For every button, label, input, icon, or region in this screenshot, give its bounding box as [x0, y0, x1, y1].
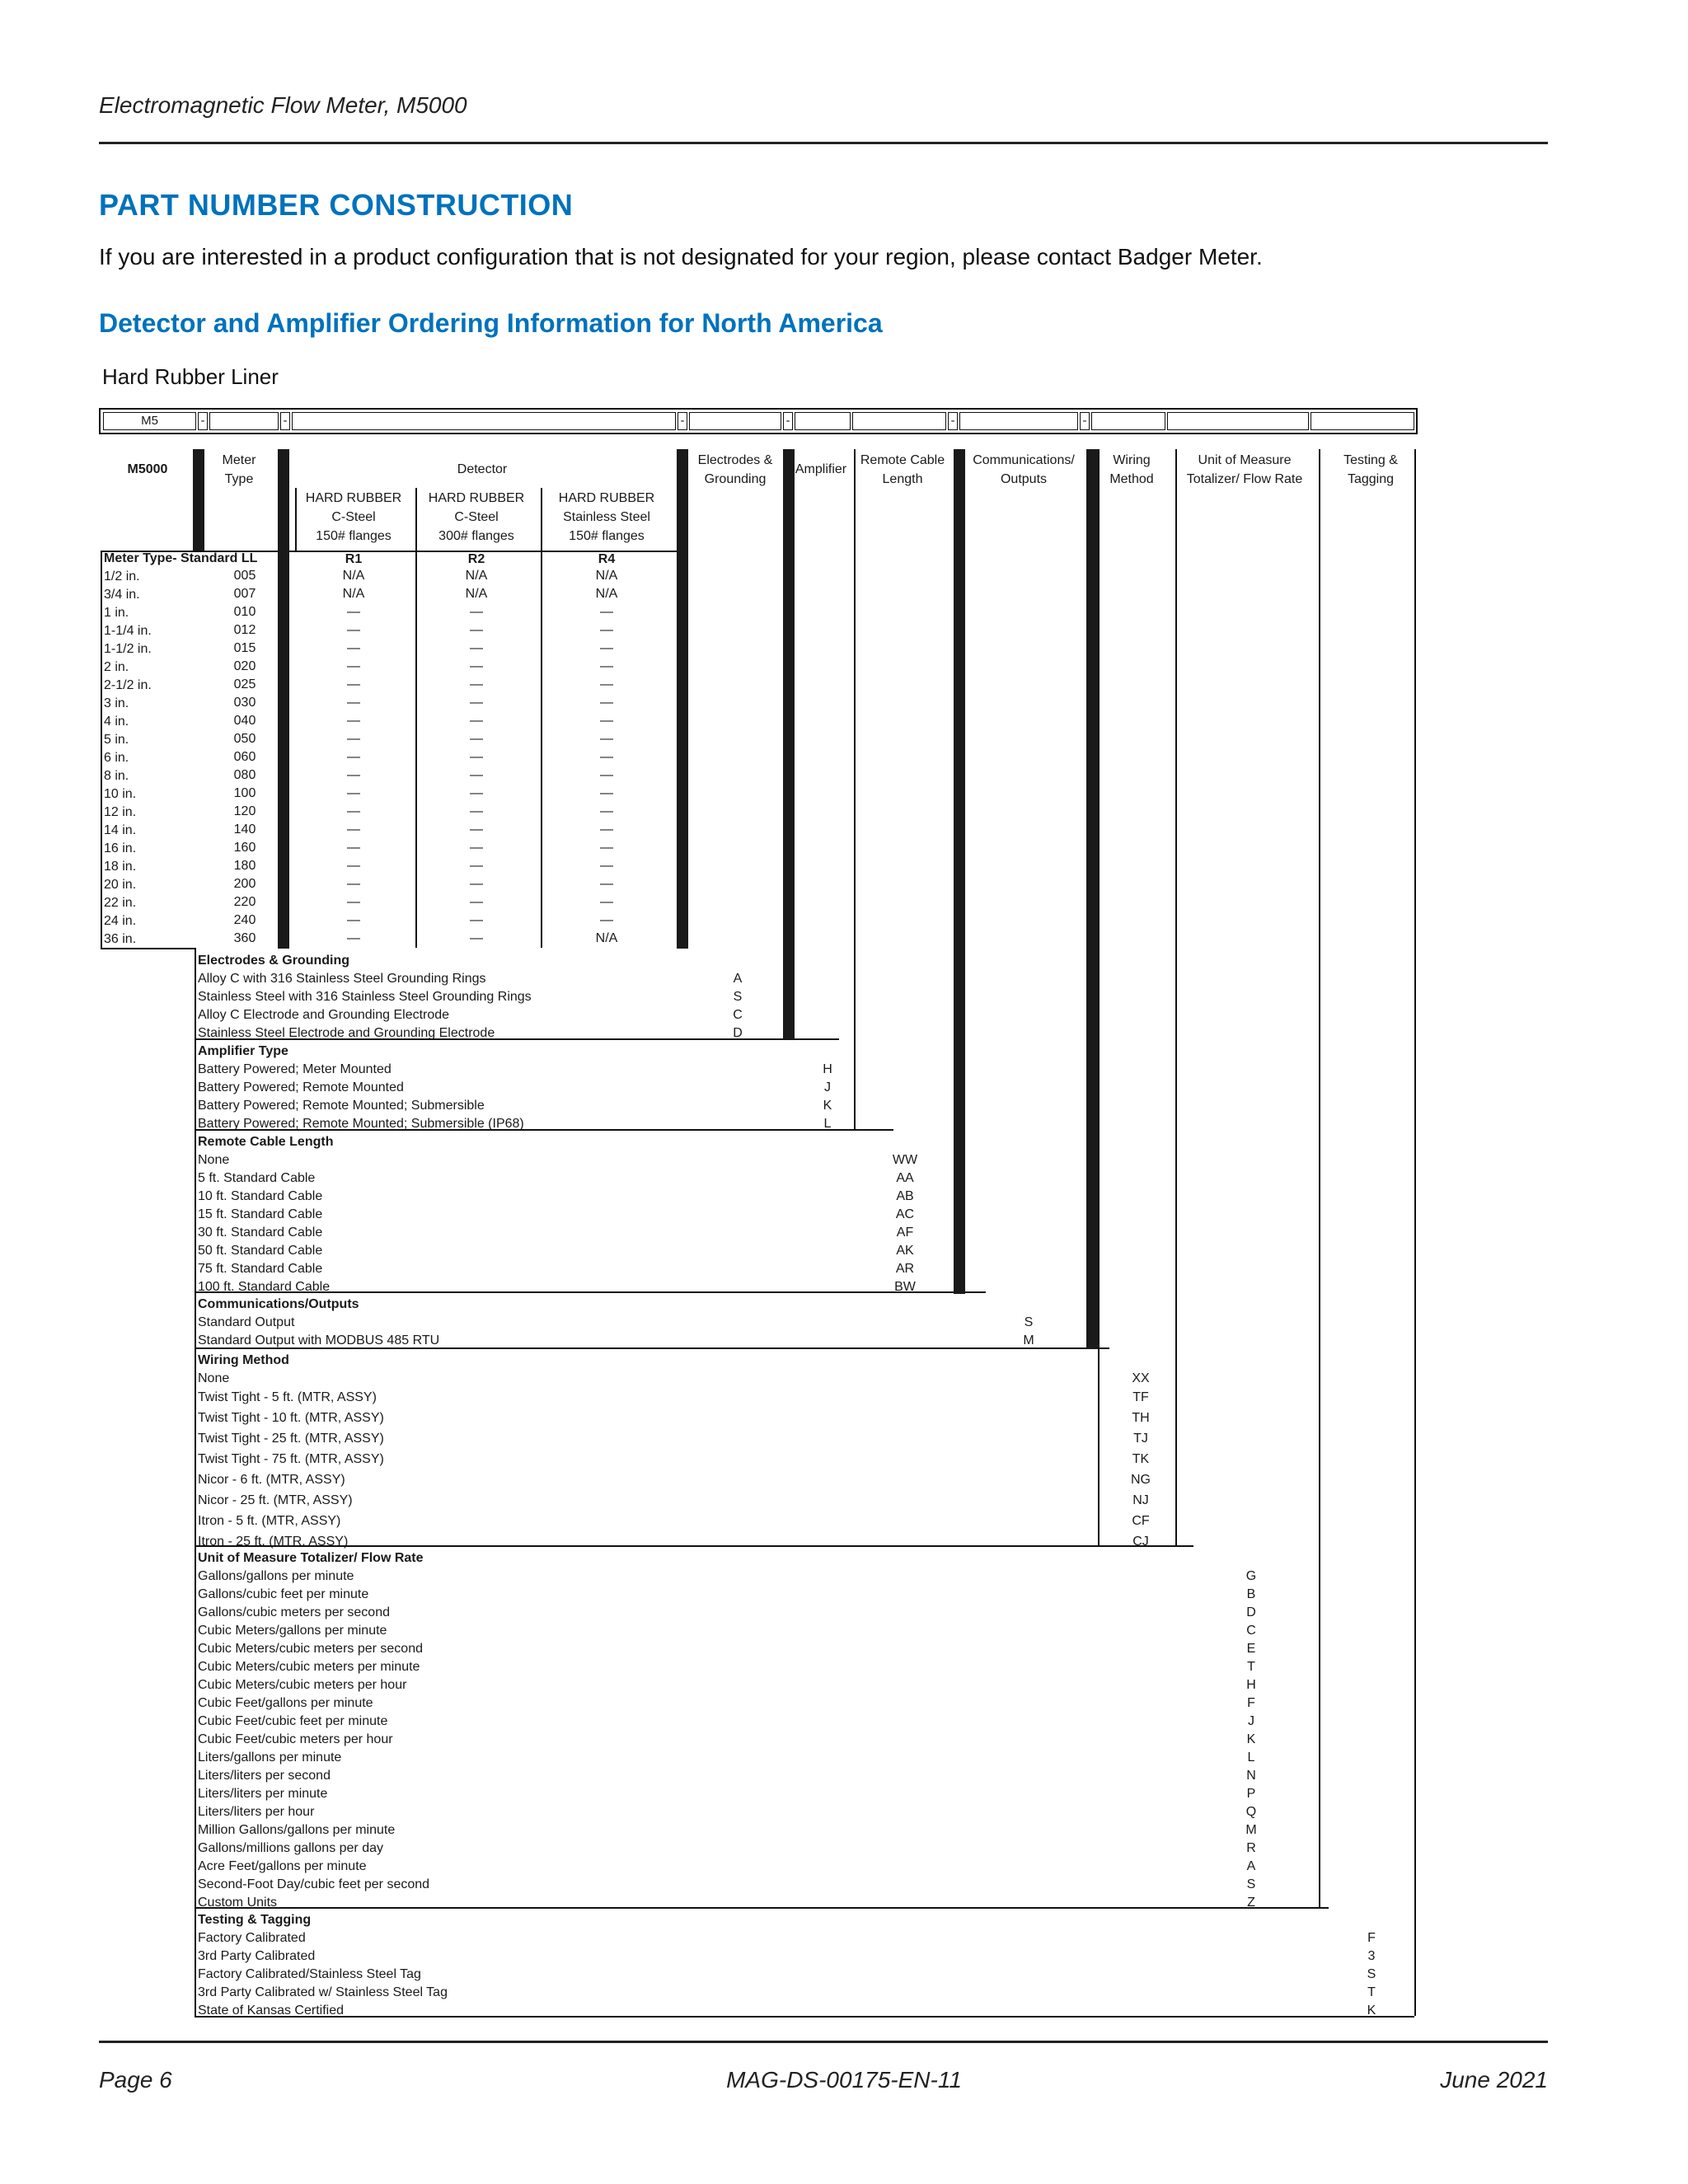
- meter-size-r4: —: [600, 895, 613, 909]
- option-label: Nicor - 6 ft. (MTR, ASSY): [198, 1473, 345, 1487]
- option-code: P: [1246, 1787, 1256, 1801]
- meter-size-r4: —: [600, 605, 613, 619]
- intro-text: If you are interested in a product configuration that is not designated for your region, please contact Badger Meter.: [99, 244, 1263, 269]
- header-model: M5000: [127, 462, 168, 476]
- option-code: E: [1246, 1642, 1256, 1656]
- option-code: N: [1246, 1769, 1256, 1783]
- footer-rule: [99, 2041, 1548, 2043]
- meter-size-r2: —: [470, 877, 483, 891]
- meter-size-size: 14 in.: [104, 823, 137, 837]
- option-code: AF: [896, 1226, 914, 1240]
- meter-size-r4: —: [600, 714, 613, 728]
- option-code: F: [1367, 1931, 1376, 1945]
- meter-size-r2: N/A: [465, 569, 488, 583]
- option-code: Q: [1245, 1805, 1257, 1819]
- meter-size-r2: —: [470, 895, 483, 909]
- option-code: S: [733, 990, 743, 1004]
- option-code: XX: [1132, 1371, 1150, 1385]
- header-unit-measure: Unit of Measure Totalizer/ Flow Rate: [1186, 453, 1303, 486]
- meter-size-size: 1 in.: [104, 606, 129, 620]
- meter-size-size: 20 in.: [104, 878, 137, 892]
- option-label: Twist Tight - 5 ft. (MTR, ASSY): [198, 1390, 377, 1404]
- option-label: Cubic Meters/cubic meters per second: [198, 1642, 423, 1656]
- detector-option-r4: HARD RUBBER Stainless Steel 150# flanges: [558, 491, 655, 543]
- meter-size-code: 040: [233, 714, 256, 728]
- header-meter-type: Meter Type: [222, 453, 256, 486]
- option-code: S: [1367, 1967, 1376, 1981]
- footer-page: Page 6: [99, 2067, 172, 2093]
- meter-size-r1: —: [347, 677, 360, 691]
- meter-size-code: 360: [233, 931, 256, 945]
- meter-size-size: 1-1/2 in.: [104, 642, 152, 656]
- meter-size-r1: —: [347, 750, 360, 764]
- meter-size-size: 22 in.: [104, 896, 137, 910]
- option-label: Liters/liters per minute: [198, 1787, 328, 1801]
- option-code: M: [1245, 1823, 1257, 1837]
- meter-size-r4: —: [600, 768, 613, 782]
- option-code: CJ: [1132, 1535, 1149, 1549]
- meter-size-size: 3 in.: [104, 696, 129, 710]
- meter-size-r1: —: [347, 931, 360, 945]
- meter-size-r4: —: [600, 913, 613, 927]
- meter-size-r1: —: [347, 605, 360, 619]
- option-label: Twist Tight - 10 ft. (MTR, ASSY): [198, 1411, 384, 1425]
- meter-size-code: 050: [233, 732, 256, 746]
- header-detector: Detector: [457, 462, 508, 476]
- meter-size-size: 24 in.: [104, 914, 137, 928]
- meter-size-r2: —: [470, 623, 483, 637]
- meter-size-r2: —: [470, 677, 483, 691]
- option-code: C: [733, 1008, 743, 1022]
- meter-size-code: 010: [233, 605, 256, 619]
- meter-size-size: 12 in.: [104, 805, 137, 819]
- option-code: AB: [896, 1189, 914, 1203]
- meter-size-code: 220: [233, 895, 256, 909]
- meter-size-r4: —: [600, 841, 613, 855]
- option-code: TK: [1132, 1452, 1150, 1466]
- meter-size-code: 015: [233, 641, 256, 655]
- option-label: Nicor - 25 ft. (MTR, ASSY): [198, 1493, 353, 1507]
- option-code: BW: [894, 1280, 916, 1294]
- meter-size-code: 120: [233, 804, 256, 818]
- option-code: H: [1246, 1678, 1256, 1692]
- pn-dash: -: [783, 412, 793, 430]
- meter-size-r1: —: [347, 659, 360, 673]
- option-label: Itron - 5 ft. (MTR, ASSY): [198, 1514, 341, 1528]
- meter-size-r2: N/A: [465, 587, 488, 601]
- meter-size-r4: —: [600, 823, 613, 837]
- section-title: Amplifier Type: [198, 1044, 288, 1058]
- option-code: WW: [892, 1153, 918, 1167]
- meter-size-r1: —: [347, 895, 360, 909]
- pn-dash: -: [948, 412, 958, 430]
- meter-size-size: 3/4 in.: [104, 588, 140, 602]
- option-label: Gallons/gallons per minute: [198, 1569, 354, 1583]
- option-code: Z: [1247, 1896, 1255, 1910]
- meter-size-r2: —: [470, 823, 483, 837]
- option-code: C: [1246, 1624, 1256, 1638]
- header-communications: Communications/ Outputs: [973, 453, 1075, 486]
- option-label: Twist Tight - 75 ft. (MTR, ASSY): [198, 1452, 384, 1466]
- option-code: F: [1247, 1696, 1255, 1710]
- option-label: Million Gallons/gallons per minute: [198, 1823, 396, 1837]
- meter-size-size: 6 in.: [104, 751, 129, 765]
- pn-dash: -: [678, 412, 687, 430]
- option-label: None: [198, 1371, 230, 1385]
- option-label: Cubic Meters/cubic meters per hour: [198, 1678, 407, 1692]
- meter-size-r1: —: [347, 732, 360, 746]
- meter-size-size: 2-1/2 in.: [104, 678, 152, 692]
- option-code: M: [1023, 1333, 1034, 1347]
- option-label: Alloy C Electrode and Grounding Electrode: [198, 1008, 450, 1022]
- option-label: Gallons/millions gallons per day: [198, 1841, 383, 1855]
- option-label: 10 ft. Standard Cable: [198, 1189, 323, 1203]
- footer-date: June 2021: [1440, 2067, 1548, 2093]
- meter-size-r4: —: [600, 623, 613, 637]
- option-label: Standard Output with MODBUS 485 RTU: [198, 1333, 440, 1347]
- option-code: TH: [1132, 1411, 1150, 1425]
- option-label: Battery Powered; Remote Mounted: [198, 1080, 404, 1094]
- meter-size-size: 4 in.: [104, 715, 129, 729]
- option-code: J: [1248, 1714, 1254, 1728]
- option-code: T: [1367, 1985, 1376, 1999]
- option-code: NJ: [1132, 1493, 1149, 1507]
- meter-type-title: Meter Type- Standard LL: [104, 551, 258, 565]
- meter-size-r4: —: [600, 641, 613, 655]
- header-amplifier: Amplifier: [795, 462, 847, 476]
- subsection-title: Detector and Amplifier Ordering Information for North America: [99, 308, 883, 338]
- option-label: 75 ft. Standard Cable: [198, 1262, 323, 1276]
- meter-size-code: 030: [233, 696, 256, 710]
- header-remote-cable: Remote Cable Length: [860, 453, 945, 486]
- meter-size-r4: N/A: [595, 931, 618, 945]
- option-label: Gallons/cubic feet per minute: [198, 1587, 369, 1601]
- option-label: Gallons/cubic meters per second: [198, 1605, 390, 1619]
- option-code: TF: [1132, 1390, 1149, 1404]
- option-label: Liters/gallons per minute: [198, 1750, 342, 1765]
- option-label: Cubic Meters/gallons per minute: [198, 1624, 387, 1638]
- meter-size-r1: —: [347, 859, 360, 873]
- meter-size-code: 160: [233, 841, 256, 855]
- option-label: Cubic Feet/gallons per minute: [198, 1696, 373, 1710]
- meter-size-r1: —: [347, 841, 360, 855]
- meter-size-r2: —: [470, 931, 483, 945]
- option-label: Twist Tight - 25 ft. (MTR, ASSY): [198, 1432, 384, 1446]
- option-code: L: [1247, 1750, 1255, 1765]
- option-label: Custom Units: [198, 1896, 278, 1910]
- pn-prefix-box: M5: [103, 412, 196, 430]
- option-label: Battery Powered; Remote Mounted; Submersible (IP68): [198, 1117, 524, 1131]
- meter-size-r1: —: [347, 823, 360, 837]
- meter-size-r1: —: [347, 641, 360, 655]
- detector-option-r2: HARD RUBBER C-Steel 300# flanges: [428, 491, 525, 543]
- meter-size-r4: —: [600, 677, 613, 691]
- running-header: Electromagnetic Flow Meter, M5000: [99, 92, 467, 118]
- meter-size-r1: —: [347, 804, 360, 818]
- section-title: Wiring Method: [198, 1353, 289, 1367]
- meter-size-r2: —: [470, 714, 483, 728]
- meter-size-size: 36 in.: [104, 932, 137, 946]
- meter-size-code: 007: [233, 587, 256, 601]
- meter-size-r1: —: [347, 786, 360, 800]
- option-label: Acre Feet/gallons per minute: [198, 1859, 367, 1873]
- meter-size-size: 2 in.: [104, 660, 129, 674]
- meter-size-r4: —: [600, 750, 613, 764]
- option-code: K: [823, 1099, 832, 1113]
- meter-size-size: 1/2 in.: [104, 569, 140, 583]
- option-code: L: [823, 1117, 832, 1131]
- option-label: Alloy C with 316 Stainless Steel Grounding Rings: [198, 972, 486, 986]
- detector-code-r4: R4: [598, 552, 616, 566]
- meter-size-r4: —: [600, 786, 613, 800]
- option-label: State of Kansas Certified: [198, 2004, 344, 2018]
- meter-size-code: 060: [233, 750, 256, 764]
- option-code: K: [1246, 1732, 1256, 1746]
- meter-size-r2: —: [470, 605, 483, 619]
- meter-size-code: 020: [233, 659, 256, 673]
- option-label: Second-Foot Day/cubic feet per second: [198, 1877, 430, 1891]
- meter-size-code: 180: [233, 859, 256, 873]
- meter-size-r4: —: [600, 659, 613, 673]
- meter-size-r2: —: [470, 841, 483, 855]
- option-label: Battery Powered; Remote Mounted; Submersible: [198, 1099, 485, 1113]
- meter-size-code: 240: [233, 913, 256, 927]
- section-title: Remote Cable Length: [198, 1135, 334, 1149]
- section-title: Unit of Measure Totalizer/ Flow Rate: [198, 1551, 424, 1565]
- meter-size-r2: —: [470, 913, 483, 927]
- option-code: S: [1246, 1877, 1256, 1891]
- section-title: PART NUMBER CONSTRUCTION: [99, 188, 574, 222]
- option-label: 5 ft. Standard Cable: [198, 1171, 316, 1185]
- meter-size-r4: N/A: [595, 569, 618, 583]
- meter-size-code: 080: [233, 768, 256, 782]
- option-code: TJ: [1133, 1432, 1148, 1446]
- meter-size-size: 18 in.: [104, 860, 137, 874]
- option-code: AK: [896, 1244, 914, 1258]
- option-code: A: [733, 972, 743, 986]
- meter-size-size: 1-1/4 in.: [104, 624, 152, 638]
- section-title: Testing & Tagging: [198, 1913, 312, 1927]
- option-label: Liters/liters per hour: [198, 1805, 315, 1819]
- option-label: Liters/liters per second: [198, 1769, 331, 1783]
- meter-size-r2: —: [470, 804, 483, 818]
- detector-code-r2: R2: [467, 552, 485, 566]
- meter-size-r1: —: [347, 913, 360, 927]
- option-label: Factory Calibrated/Stainless Steel Tag: [198, 1967, 421, 1981]
- meter-size-r1: —: [347, 877, 360, 891]
- option-code: A: [1246, 1859, 1256, 1873]
- option-code: 3: [1367, 1949, 1376, 1963]
- option-label: Cubic Meters/cubic meters per minute: [198, 1660, 420, 1674]
- option-label: Cubic Feet/cubic meters per hour: [198, 1732, 393, 1746]
- liner-label: Hard Rubber Liner: [102, 364, 279, 389]
- meter-size-code: 005: [233, 569, 256, 583]
- detector-option-r1: HARD RUBBER C-Steel 150# flanges: [305, 491, 402, 543]
- meter-size-r4: —: [600, 804, 613, 818]
- section-title: Communications/Outputs: [198, 1297, 359, 1311]
- meter-size-r1: —: [347, 623, 360, 637]
- pn-dash: -: [198, 412, 208, 430]
- meter-size-r4: N/A: [595, 587, 618, 601]
- option-code: H: [823, 1062, 832, 1076]
- meter-size-r2: —: [470, 696, 483, 710]
- meter-size-r2: —: [470, 750, 483, 764]
- meter-size-size: 16 in.: [104, 841, 137, 855]
- option-code: AA: [896, 1171, 914, 1185]
- option-label: 30 ft. Standard Cable: [198, 1226, 323, 1240]
- option-label: Itron - 25 ft. (MTR, ASSY): [198, 1535, 349, 1549]
- detector-code-r1: R1: [345, 552, 363, 566]
- option-code: B: [1246, 1587, 1256, 1601]
- meter-size-r1: N/A: [342, 569, 365, 583]
- option-code: AR: [895, 1262, 915, 1276]
- option-code: R: [1246, 1841, 1256, 1855]
- option-label: None: [198, 1153, 230, 1167]
- option-code: K: [1367, 2004, 1376, 2018]
- meter-size-r1: —: [347, 696, 360, 710]
- option-code: T: [1247, 1660, 1255, 1674]
- option-label: Battery Powered; Meter Mounted: [198, 1062, 392, 1076]
- meter-size-code: 012: [233, 623, 256, 637]
- header-wiring: Wiring Method: [1109, 453, 1154, 486]
- pn-dash: -: [280, 412, 290, 430]
- meter-size-r4: —: [600, 859, 613, 873]
- header-electrodes: Electrodes & Grounding: [697, 453, 773, 486]
- option-label: 3rd Party Calibrated: [198, 1949, 316, 1963]
- meter-size-r1: —: [347, 768, 360, 782]
- option-code: D: [733, 1026, 743, 1040]
- option-label: 15 ft. Standard Cable: [198, 1207, 323, 1221]
- meter-size-r1: —: [347, 714, 360, 728]
- meter-size-r1: N/A: [342, 587, 365, 601]
- meter-size-size: 8 in.: [104, 769, 129, 783]
- meter-size-r2: —: [470, 786, 483, 800]
- option-label: Stainless Steel Electrode and Grounding Electrode: [198, 1026, 495, 1040]
- option-code: NG: [1131, 1473, 1151, 1487]
- meter-size-code: 100: [233, 786, 256, 800]
- section-title: Electrodes & Grounding: [198, 954, 350, 968]
- header-testing: Testing & Tagging: [1343, 453, 1398, 486]
- meter-size-r2: —: [470, 859, 483, 873]
- meter-size-r2: —: [470, 659, 483, 673]
- option-label: Cubic Feet/cubic feet per minute: [198, 1714, 388, 1728]
- option-code: D: [1246, 1605, 1256, 1619]
- option-label: Stainless Steel with 316 Stainless Steel Grounding Rings: [198, 990, 532, 1004]
- meter-size-code: 140: [233, 823, 256, 837]
- meter-size-r2: —: [470, 641, 483, 655]
- option-code: G: [1245, 1569, 1257, 1583]
- meter-size-r2: —: [470, 732, 483, 746]
- option-code: CF: [1132, 1514, 1150, 1528]
- option-code: S: [1024, 1315, 1034, 1329]
- meter-size-code: 025: [233, 677, 256, 691]
- meter-size-r4: —: [600, 877, 613, 891]
- option-label: 50 ft. Standard Cable: [198, 1244, 323, 1258]
- option-label: 3rd Party Calibrated w/ Stainless Steel Tag: [198, 1985, 448, 1999]
- option-code: AC: [895, 1207, 915, 1221]
- meter-size-size: 5 in.: [104, 733, 129, 747]
- meter-size-size: 10 in.: [104, 787, 137, 801]
- meter-size-r2: —: [470, 768, 483, 782]
- meter-size-r4: —: [600, 696, 613, 710]
- option-label: 100 ft. Standard Cable: [198, 1280, 331, 1294]
- meter-size-code: 200: [233, 877, 256, 891]
- option-label: Factory Calibrated: [198, 1931, 306, 1945]
- option-label: Standard Output: [198, 1315, 295, 1329]
- meter-size-r4: —: [600, 732, 613, 746]
- footer-doc-id: MAG-DS-00175-EN-11: [726, 2067, 962, 2093]
- option-code: J: [824, 1080, 831, 1094]
- pn-dash: -: [1080, 412, 1090, 430]
